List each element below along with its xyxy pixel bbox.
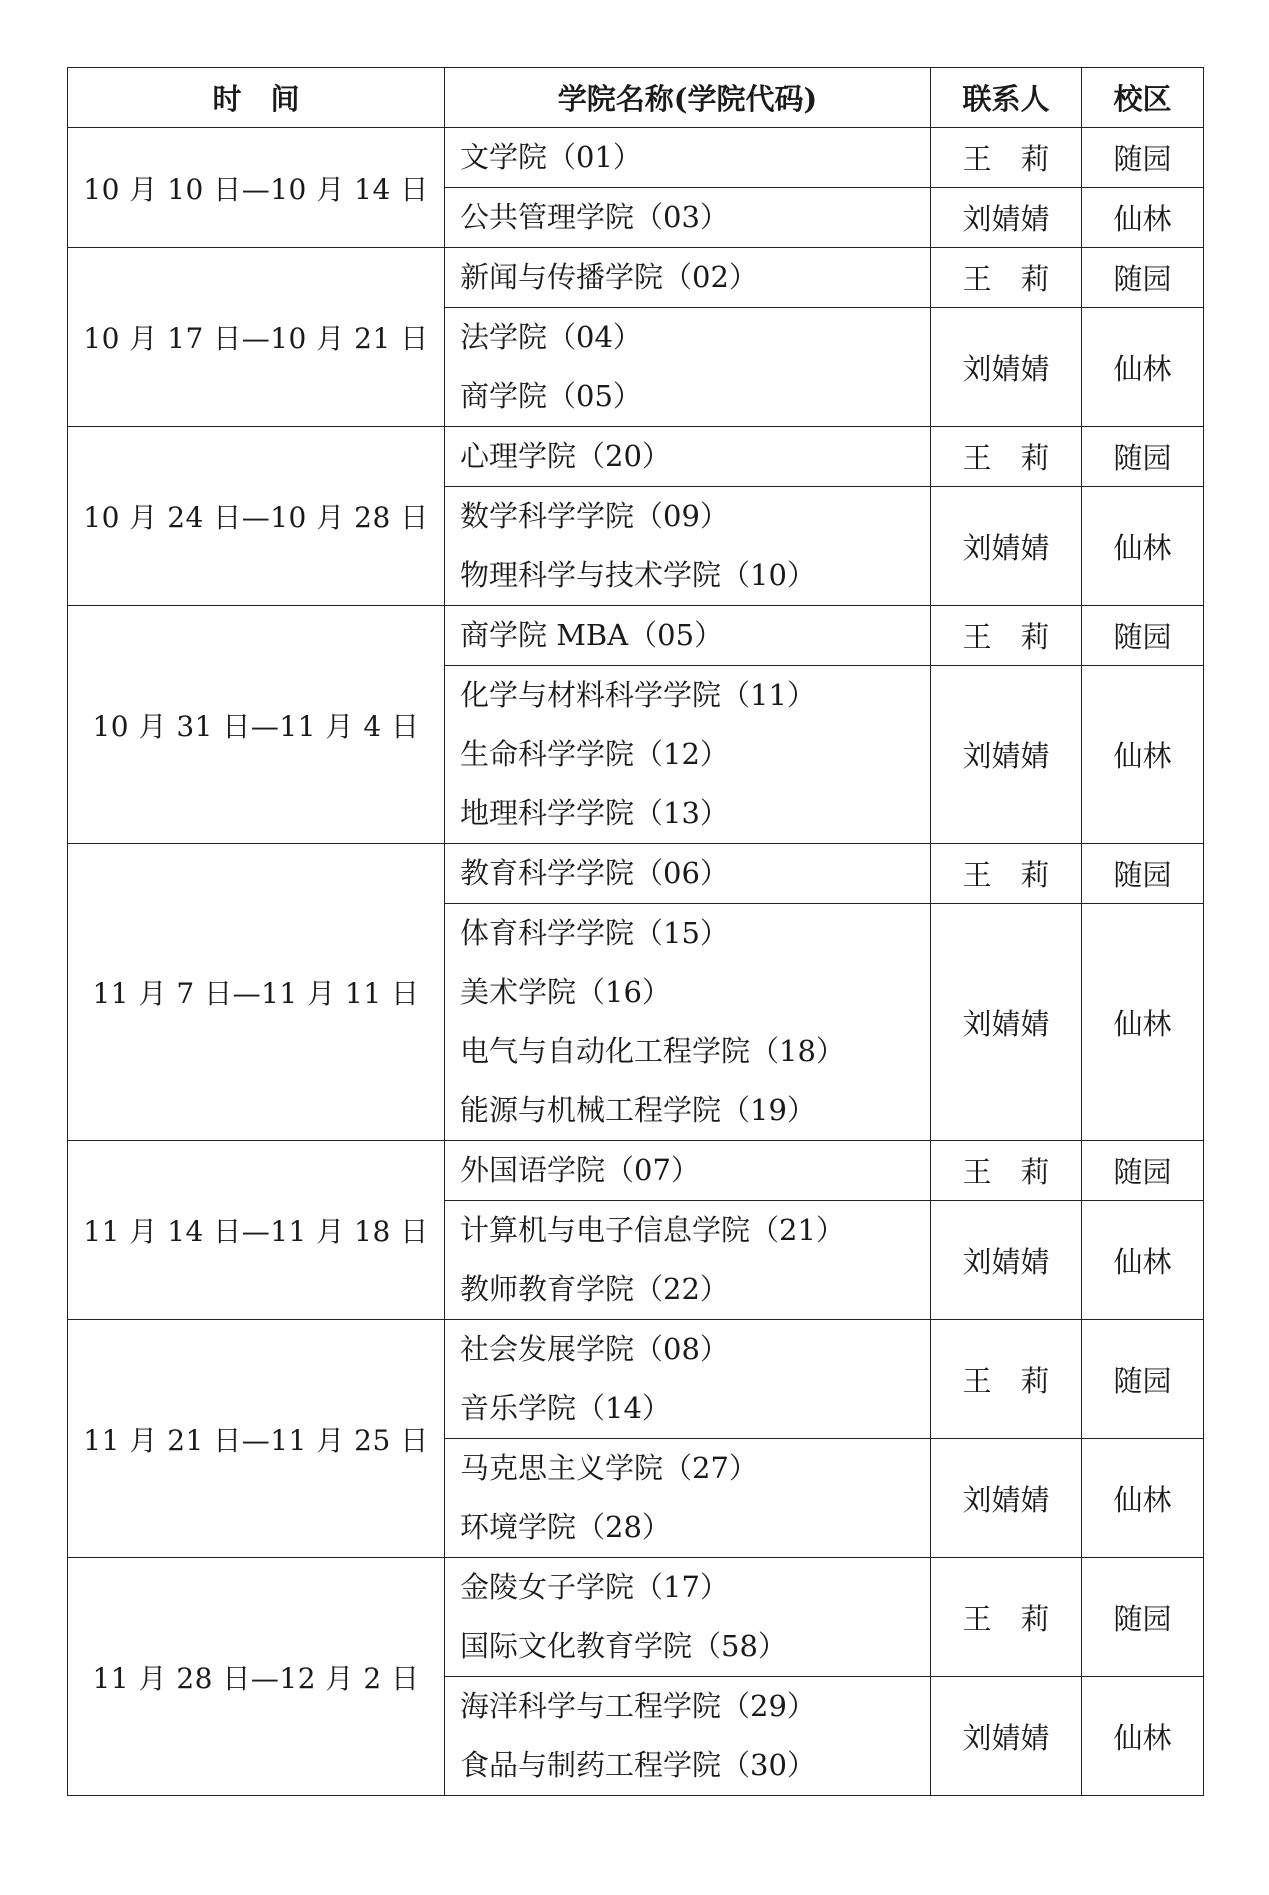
college-name: 生命科学学院（12） [460, 737, 729, 771]
college-name: 能源与机械工程学院（19） [460, 1093, 816, 1127]
campus-name: 随园 [1082, 606, 1204, 666]
contact-person: 刘婧婧 [931, 308, 1082, 427]
college-list [445, 128, 931, 188]
college-name: 心理学院（20） [460, 439, 671, 473]
college-list [445, 1320, 931, 1439]
contact-person: 王 莉 [931, 1320, 1082, 1439]
college-name: 公共管理学院（03） [460, 200, 729, 234]
schedule-row [68, 1141, 1204, 1201]
schedule-row [68, 427, 1204, 487]
college-list [445, 1558, 931, 1677]
period-time: 11 月 14 日—11 月 18 日 [68, 1141, 445, 1320]
college-list [445, 1141, 931, 1201]
contact-person: 王 莉 [931, 427, 1082, 487]
campus-name: 随园 [1082, 1141, 1204, 1201]
contact-person: 王 莉 [931, 844, 1082, 904]
college-list [445, 248, 931, 308]
schedule-table [67, 67, 1204, 1796]
period-time: 10 月 17 日—10 月 21 日 [68, 248, 445, 427]
campus-name: 随园 [1082, 248, 1204, 308]
college-list [445, 606, 931, 666]
schedule-body [68, 128, 1204, 1796]
college-name: 文学院（01） [460, 140, 642, 174]
campus-name: 仙林 [1082, 666, 1204, 844]
campus-name: 仙林 [1082, 1201, 1204, 1320]
contact-person: 王 莉 [931, 128, 1082, 188]
header-campus: 校区 [1082, 68, 1204, 128]
campus-name: 仙林 [1082, 1439, 1204, 1558]
college-list [445, 1677, 931, 1796]
header-contact: 联系人 [931, 68, 1082, 128]
campus-name: 仙林 [1082, 1677, 1204, 1796]
schedule-row [68, 1320, 1204, 1439]
period-time: 11 月 28 日—12 月 2 日 [68, 1558, 445, 1796]
contact-person: 王 莉 [931, 1141, 1082, 1201]
college-name: 海洋科学与工程学院（29） [460, 1689, 816, 1723]
college-name: 马克思主义学院（27） [460, 1451, 758, 1485]
college-name: 美术学院（16） [460, 975, 671, 1009]
college-name: 社会发展学院（08） [460, 1332, 729, 1366]
college-name: 新闻与传播学院（02） [460, 260, 758, 294]
college-list [445, 487, 931, 606]
campus-name: 随园 [1082, 128, 1204, 188]
campus-name: 仙林 [1082, 904, 1204, 1141]
schedule-row [68, 128, 1204, 188]
college-name: 法学院（04） [460, 320, 642, 354]
header-row [68, 68, 1204, 128]
campus-name: 随园 [1082, 1320, 1204, 1439]
contact-person: 刘婧婧 [931, 904, 1082, 1141]
college-name: 电气与自动化工程学院（18） [460, 1034, 845, 1068]
college-list [445, 188, 931, 248]
header-time: 时 间 [68, 68, 445, 128]
campus-name: 随园 [1082, 844, 1204, 904]
schedule-row [68, 248, 1204, 308]
college-list [445, 308, 931, 427]
campus-name: 随园 [1082, 427, 1204, 487]
college-name: 商学院 MBA（05） [460, 618, 724, 652]
college-list [445, 666, 931, 844]
college-name: 教育科学学院（06） [460, 856, 729, 890]
college-name: 化学与材料科学学院（11） [460, 678, 816, 712]
schedule-row [68, 844, 1204, 904]
period-time: 10 月 24 日—10 月 28 日 [68, 427, 445, 606]
schedule-row [68, 606, 1204, 666]
campus-name: 仙林 [1082, 487, 1204, 606]
college-name: 食品与制药工程学院（30） [460, 1748, 816, 1782]
contact-person: 刘婧婧 [931, 1201, 1082, 1320]
college-name: 国际文化教育学院（58） [460, 1629, 787, 1663]
contact-person: 刘婧婧 [931, 487, 1082, 606]
header-college: 学院名称(学院代码) [445, 68, 931, 128]
period-time: 10 月 10 日—10 月 14 日 [68, 128, 445, 248]
college-name: 商学院（05） [460, 379, 642, 413]
college-name: 物理科学与技术学院（10） [460, 558, 816, 592]
contact-person: 刘婧婧 [931, 1677, 1082, 1796]
period-time: 10 月 31 日—11 月 4 日 [68, 606, 445, 844]
college-name: 音乐学院（14） [460, 1391, 671, 1425]
schedule-row [68, 1558, 1204, 1677]
college-list [445, 427, 931, 487]
college-list [445, 1201, 931, 1320]
campus-name: 仙林 [1082, 308, 1204, 427]
contact-person: 王 莉 [931, 1558, 1082, 1677]
period-time: 11 月 21 日—11 月 25 日 [68, 1320, 445, 1558]
college-list [445, 844, 931, 904]
college-name: 外国语学院（07） [460, 1153, 700, 1187]
college-name: 计算机与电子信息学院（21） [460, 1213, 845, 1247]
college-name: 金陵女子学院（17） [460, 1570, 729, 1604]
contact-person: 刘婧婧 [931, 666, 1082, 844]
campus-name: 仙林 [1082, 188, 1204, 248]
campus-name: 随园 [1082, 1558, 1204, 1677]
contact-person: 王 莉 [931, 606, 1082, 666]
period-time: 11 月 7 日—11 月 11 日 [68, 844, 445, 1141]
contact-person: 刘婧婧 [931, 188, 1082, 248]
contact-person: 刘婧婧 [931, 1439, 1082, 1558]
college-name: 教师教育学院（22） [460, 1272, 729, 1306]
college-name: 地理科学学院（13） [460, 796, 729, 830]
college-name: 环境学院（28） [460, 1510, 671, 1544]
college-list [445, 1439, 931, 1558]
college-name: 体育科学学院（15） [460, 916, 729, 950]
college-name: 数学科学学院（09） [460, 499, 729, 533]
college-list [445, 904, 931, 1141]
contact-person: 王 莉 [931, 248, 1082, 308]
